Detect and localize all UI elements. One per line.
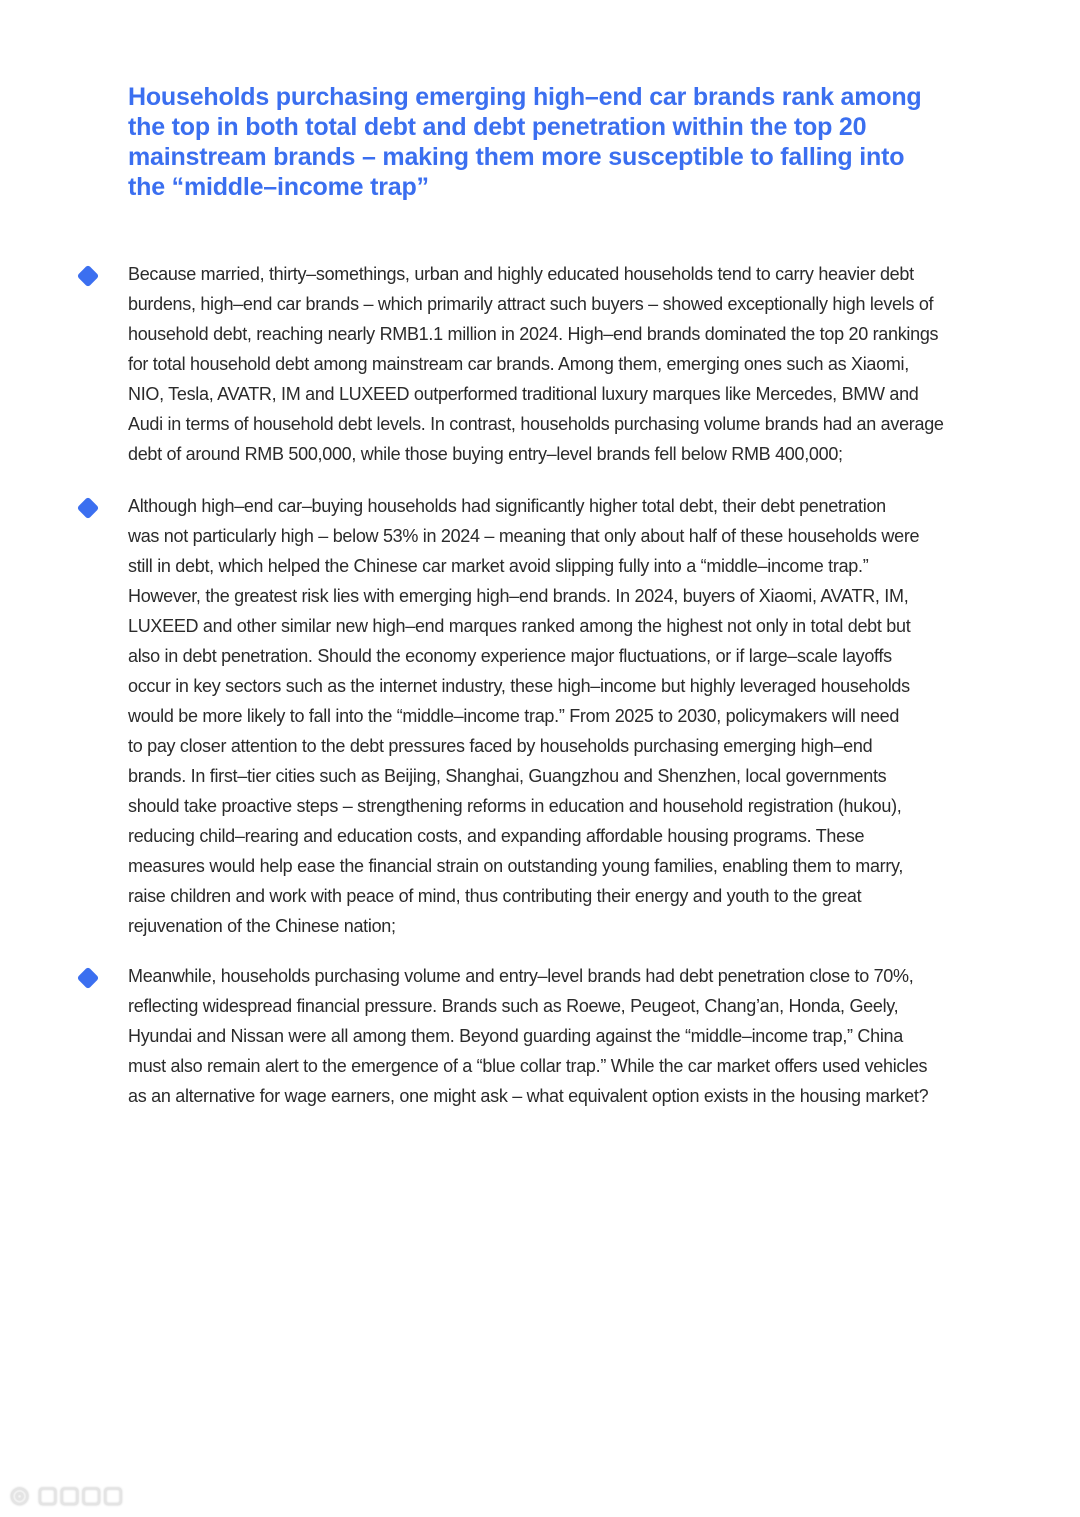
title-line: the “middle–income trap” xyxy=(128,173,429,201)
section-title xyxy=(128,82,1008,202)
paragraph-line: debt of around RMB 500,000, while those buying entry–level brands fell below RMB 400,000; xyxy=(128,444,843,464)
paragraph-line: Although high–end car–buying households had significantly higher total debt, their debt penetration xyxy=(128,496,886,516)
paragraph-line: LUXEED and other similar new high–end marques ranked among the highest not only in total debt but xyxy=(128,616,911,636)
paragraph-line: to pay closer attention to the debt pressures faced by households purchasing emerging high–end xyxy=(128,736,873,756)
diamond-bullet-icon xyxy=(77,497,100,520)
diamond-bullet-icon xyxy=(77,967,100,990)
paragraph-line: must also remain alert to the emergence of a “blue collar trap.” While the car market offers used vehicles xyxy=(128,1056,928,1076)
paragraph-line: reflecting widespread financial pressure. Brands such as Roewe, Peugeot, Chang’an, Honda, Geely, xyxy=(128,996,899,1016)
title-line: Households purchasing emerging high–end car brands rank among xyxy=(128,83,922,111)
paragraph-line: Because married, thirty–somethings, urban and highly educated households tend to carry heavier debt xyxy=(128,264,914,284)
paragraph-line: as an alternative for wage earners, one might ask – what equivalent option exists in the housing market? xyxy=(128,1086,929,1106)
paragraph-line: measures would help ease the financial strain on outstanding young families, enabling them to marry, xyxy=(128,856,904,876)
paragraph-line: Audi in terms of household debt levels. In contrast, households purchasing volume brands had an average xyxy=(128,414,944,434)
paragraph-line: burdens, high–end car brands – which primarily attract such buyers – showed exceptionally high levels of xyxy=(128,294,934,314)
paragraph-line: raise children and work with peace of mind, thus contributing their energy and youth to the great xyxy=(128,886,862,906)
paragraph-line: should take proactive steps – strengthening reforms in education and household registration (hukou), xyxy=(128,796,902,816)
paragraph-line: still in debt, which helped the Chinese car market avoid slipping fully into a “middle–income trap.” xyxy=(128,556,869,576)
watermark-logo: ◎ ▢▢▢▢ xyxy=(10,1482,125,1507)
title-line: mainstream brands – making them more susceptible to falling into xyxy=(128,143,905,171)
paragraph-line: NIO, Tesla, AVATR, IM and LUXEED outperformed traditional luxury marques like Mercedes, BMW and xyxy=(128,384,919,404)
paragraph-2 xyxy=(128,491,1008,941)
paragraph-line: reducing child–rearing and education costs, and expanding affordable housing programs. These xyxy=(128,826,865,846)
paragraph-line: household debt, reaching nearly RMB1.1 million in 2024. High–end brands dominated the top 20 rankings xyxy=(128,324,939,344)
diamond-bullet-icon xyxy=(77,265,100,288)
paragraph-line: would be more likely to fall into the “middle–income trap.” From 2025 to 2030, policymakers will need xyxy=(128,706,900,726)
paragraph-line: Hyundai and Nissan were all among them. Beyond guarding against the “middle–income trap,” China xyxy=(128,1026,903,1046)
title-line: the top in both total debt and debt penetration within the top 20 xyxy=(128,113,867,141)
paragraph-line: Meanwhile, households purchasing volume and entry–level brands had debt penetration close to 70%, xyxy=(128,966,914,986)
paragraph-line: However, the greatest risk lies with emerging high–end brands. In 2024, buyers of Xiaomi, AVATR, IM, xyxy=(128,586,909,606)
paragraph-line: also in debt penetration. Should the economy experience major fluctuations, or if large–scale layoffs xyxy=(128,646,892,666)
paragraph-line: for total household debt among mainstream car brands. Among them, emerging ones such as Xiaomi, xyxy=(128,354,909,374)
paragraph-line: was not particularly high – below 53% in 2024 – meaning that only about half of these households were xyxy=(128,526,920,546)
paragraph-line: rejuvenation of the Chinese nation; xyxy=(128,916,396,936)
paragraph-1 xyxy=(128,259,1008,469)
paragraph-3 xyxy=(128,961,1008,1111)
paragraph-line: brands. In first–tier cities such as Beijing, Shanghai, Guangzhou and Shenzhen, local governments xyxy=(128,766,887,786)
paragraph-line: occur in key sectors such as the internet industry, these high–income but highly leveraged households xyxy=(128,676,910,696)
